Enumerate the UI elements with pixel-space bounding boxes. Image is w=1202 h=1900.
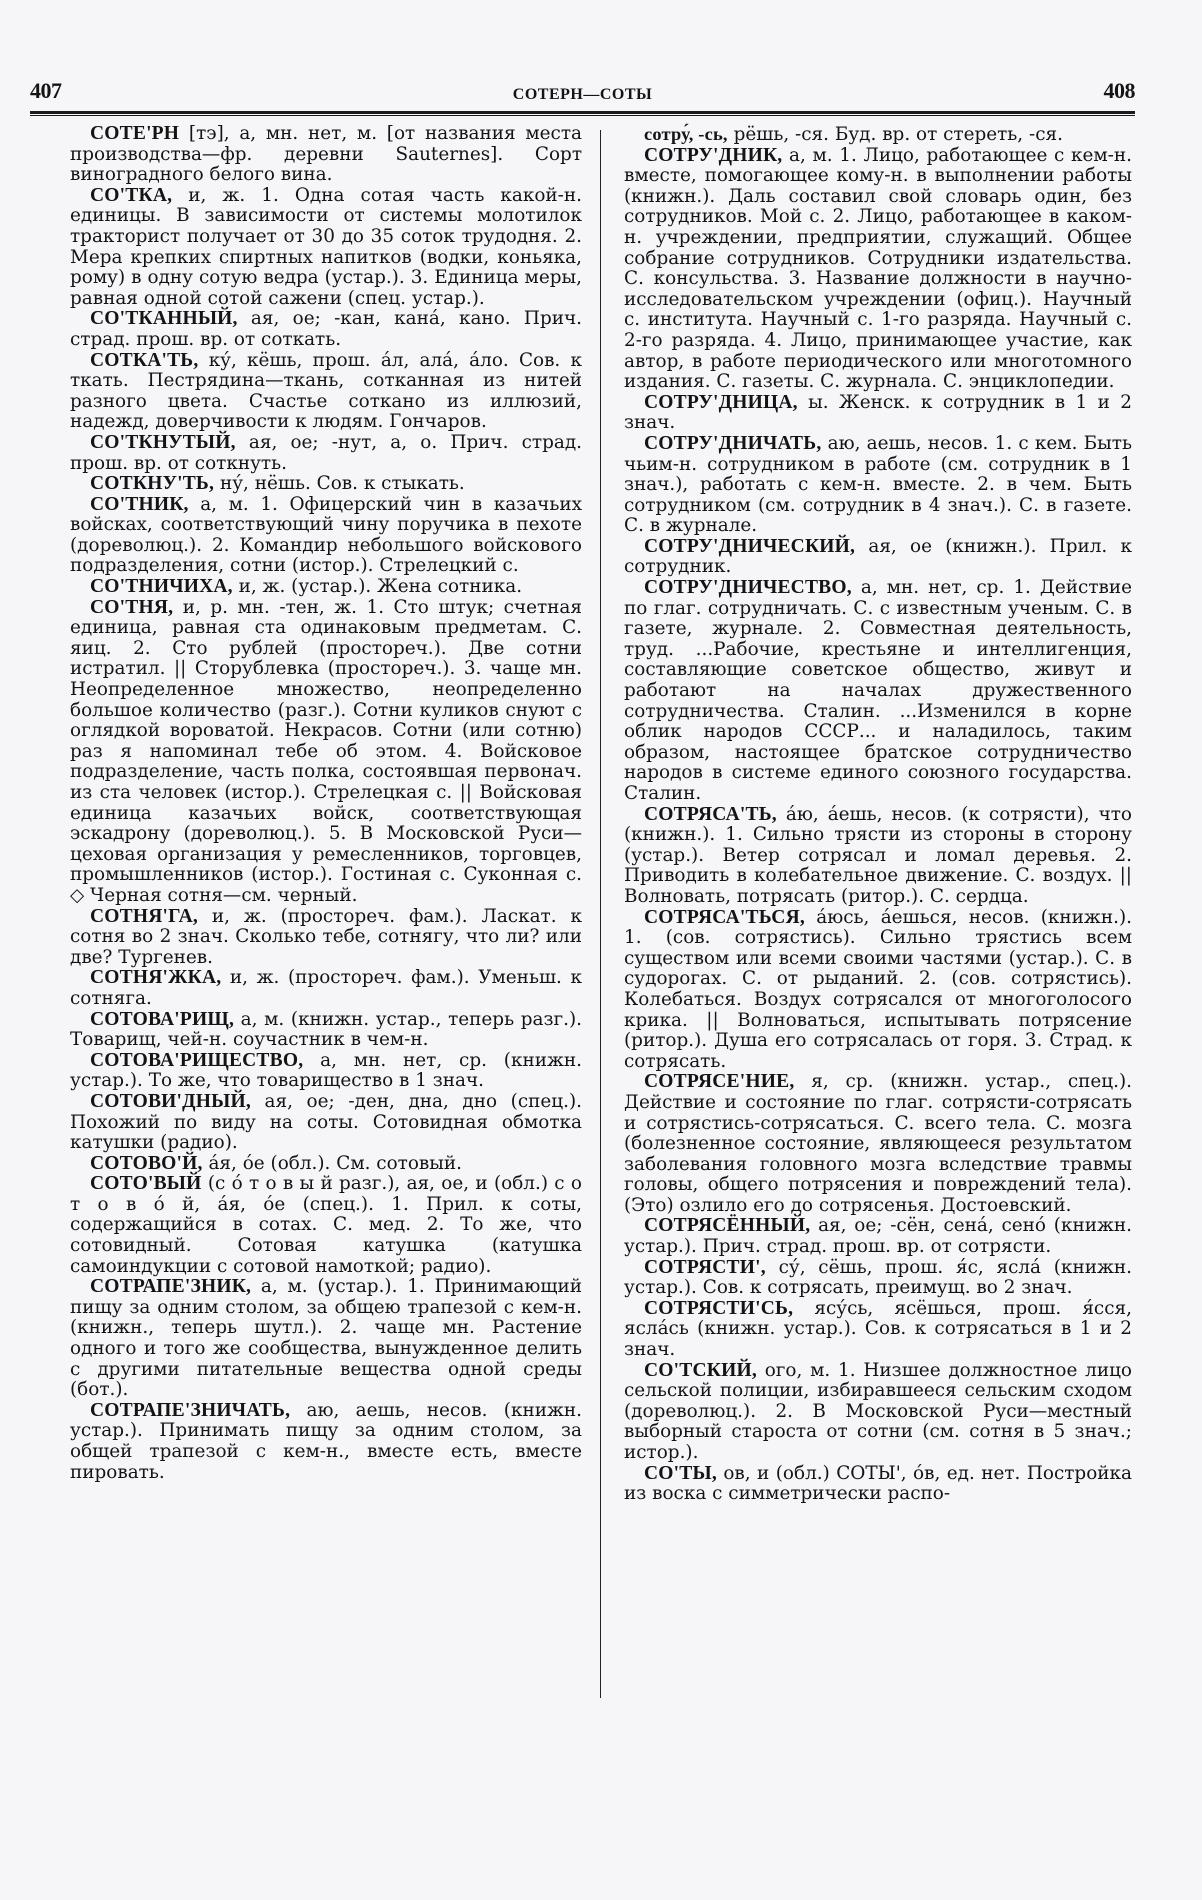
headword: СОТОВИ'ДНЫЙ, bbox=[90, 1090, 251, 1112]
headword: СОТРЯСЁННЫЙ, bbox=[644, 1215, 811, 1237]
headword: СОТО'ВЫЙ bbox=[90, 1173, 202, 1195]
definition: а, мн. нет, ср. 1. Действие по глаг. сотрудничать. С. с известным ученым. С. в газете, журнале. 2. Совместная деятельность, труд. ...Рабочие, крестьяне и интеллигенция, составляющие советское общество, живут и работают на началах дружественного сотрудничества. Сталин. ...Изменился в корне облик народов СССР... и наладилось, таким образом, настоящее братское сотрудничество народов в системе единого союзного государства. Сталин. bbox=[624, 577, 1132, 804]
page-number-right: 408 bbox=[1103, 78, 1135, 103]
entry-sotryastis bbox=[624, 1299, 1132, 1361]
headword: СОТРЯСТИ'СЬ, bbox=[644, 1297, 794, 1319]
definition: а, м. 1. Офицерский чин в казачьих войсках, соответствующий чину поручика в пехоте (дореволюц.). 2. Командир небольшого войскового подразделения, сотни (истор.). Стрелецкий с. bbox=[70, 493, 582, 577]
definition: а, м. 1. Лицо, работающее с кем-н. вместе, помогающее кому-н. в выполнении работы (книжн.). Даль составил свой словарь один, без сотрудников. Мой с. 2. Лицо, работающее в каком-н. учреждении, предприятии, служащий. Общее собрание сотрудников. Сотрудники издательства. С. консульства. 3. Название должности в научно-исследовательском учреждении (офиц.). Научный с. института. Научный с. 1-го разряда. Научный с. 2-го разряда. 4. Лицо, принимающее участие, как автор, в работе периодического или многотомного издания. С. газеты. С. журнала. С. энциклопедии. bbox=[624, 144, 1132, 393]
headword: СО'ТКАННЫЙ, bbox=[90, 308, 238, 330]
headword: СОТНЯ'ГА, bbox=[90, 905, 198, 927]
headword: СОТРЯСТИ', bbox=[644, 1256, 766, 1278]
entry-sotryasti bbox=[624, 1258, 1132, 1299]
left-column bbox=[70, 124, 582, 1483]
entry-sotrapeznichat bbox=[70, 1401, 582, 1483]
definition: ая, ое; -нут, а, о. Прич. страд. прош. вр. от соткнуть. bbox=[70, 431, 582, 474]
entry-sotnichikha bbox=[70, 577, 582, 598]
headword: СОТРУ'ДНИЧЕСТВО, bbox=[644, 577, 852, 599]
headword: СО'ТНИЧИХА, bbox=[90, 576, 233, 598]
headword: СОТЕ'РН bbox=[90, 123, 180, 144]
definition: а́юсь, а́ешься, несов. (книжн.). 1. (сов. сотрястись). Сильно трястись всем существом или всеми своими частями (устар.). С. в судорогах. С. от рыданий. 2. (сов. сотрястись). Колебаться. Воздух сотрясался от многоголосого крика. || Волноваться, испытывать потрясение (ритор.). Душа его сотрясалась от горя. 3. Страд. к сотрясать. bbox=[624, 906, 1132, 1072]
headword: СО'ТКНУТЫЙ, bbox=[90, 431, 236, 453]
entry-sotovidny bbox=[70, 1092, 582, 1154]
definition: и, ж. (простореч. фам.). Уменьш. к сотняга. bbox=[70, 967, 582, 1009]
definition: ая, ое (книжн.). Прил. к сотрудник. bbox=[624, 535, 1132, 578]
headword: СОТРУ'ДНИК, bbox=[644, 144, 783, 166]
entry-sotryasatsya bbox=[624, 908, 1132, 1073]
definition: рёшь, -ся. Буд. вр. от стереть, -ся. bbox=[733, 124, 1063, 145]
entry-sotryasenie bbox=[624, 1072, 1132, 1216]
definition: и, ж. (устар.). Жена сотника. bbox=[238, 576, 523, 598]
headword: СО'ТСКИЙ, bbox=[644, 1359, 757, 1381]
page-number-left: 407 bbox=[30, 78, 62, 103]
entry-sotrudnichesky bbox=[624, 537, 1132, 578]
definition: и, ж. (простореч. фам.). Ласкат. к сотня во 2 знач. Сколько тебе, сотнягу, что ли? или две? Тургенев. bbox=[70, 905, 582, 968]
entry-soterny bbox=[70, 124, 582, 186]
headword: СО'ТНЯ, bbox=[90, 596, 174, 618]
definition: а, мн. нет, ср. (книжн. устар.). То же, что товарищество в 1 знач. bbox=[70, 1049, 582, 1092]
entry-sotkanny bbox=[70, 309, 582, 350]
header-rule bbox=[30, 111, 1135, 116]
headword: СОТРАПЕ'ЗНИЧАТЬ, bbox=[90, 1399, 291, 1421]
entry-sotsky bbox=[624, 1361, 1132, 1464]
headword: СОТРУ'ДНИЧЕСКИЙ, bbox=[644, 535, 856, 557]
entry-sotryasenny bbox=[624, 1216, 1132, 1257]
entry-sotovarishch bbox=[70, 1010, 582, 1051]
entry-sotknut bbox=[70, 474, 582, 495]
headword: СО'ТНИК, bbox=[90, 493, 189, 515]
definition: и, ж. 1. Одна сотая часть какой-н. единицы. В зависимости от системы молотилок тракторист получает от 30 до 35 соток трудодня. 2. Мера крепких спиртных напитков (водки, коньяка, рому) в одну сотую ведра (устар.). 3. Единица меры, равная одной сотой сажени (спец. устар.). bbox=[70, 184, 582, 309]
definition: [тэ], а, мн. нет, м. [от названия места производства—фр. деревни Sauternes]. Сорт виноградного белого вина. bbox=[70, 123, 582, 186]
definition: ов, и (обл.) СОТЫ', о́в, ед. нет. Постройка из воска с симметрически распо- bbox=[624, 1462, 1132, 1505]
entry-sotkat bbox=[70, 351, 582, 433]
entry-sotovoy bbox=[70, 1154, 582, 1175]
headword: СОТНЯ'ЖКА, bbox=[90, 967, 222, 989]
definition: ы. Женск. к сотрудник в 1 и 2 знач. bbox=[624, 391, 1132, 434]
headword: СОТРЯСЕ'НИЕ, bbox=[644, 1071, 795, 1093]
headword: СОТРУ'ДНИЧАТЬ, bbox=[644, 432, 822, 454]
entry-soty bbox=[624, 1464, 1132, 1505]
definition: ая, ое; -сён, сена́, сено́ (книжн. устар.). Прич. страд. прош. вр. от сотрясти. bbox=[624, 1215, 1132, 1258]
definition: ая, ое; -ден, дна, дно (спец.). Похожий по виду на соты. Сотовидная обмотка катушки (радио). bbox=[70, 1090, 582, 1154]
definition: а́ю, а́ешь, несов. (к сотрясти), что (книжн.). 1. Сильно трясти из стороны в сторону (устар.). Ветер сотрясал и ломал деревья. 2. Приводить в колебательное движение. С. воздух. || Волновать, потрясать (ритор.). С. сердца. bbox=[624, 803, 1132, 907]
definition: аю, аешь, несов. (книжн. устар.). Принимать пищу за одним столом, за общей трапезой с кем-н., вместе есть, вместе пировать. bbox=[70, 1399, 582, 1483]
entry-sotru bbox=[624, 124, 1132, 146]
definition: (с о́ т о в ы й разг.), ая, ое, и (обл.) с о т о в о́ й, а́я, о́е (спец.). 1. Прил. к соты, содержащийся в сотах. С. мед. 2. То же, что сотовидный. Сотовая катушка (катушка самоиндукции с сотовой намоткой; радио). bbox=[70, 1173, 582, 1277]
headword: СОТРАПЕ'ЗНИК, bbox=[90, 1276, 252, 1298]
entry-sotka bbox=[70, 186, 582, 310]
entry-sotnik bbox=[70, 495, 582, 577]
entry-sotnyaga bbox=[70, 907, 582, 969]
entry-sotrudnichestvo bbox=[624, 578, 1132, 805]
page-header bbox=[30, 72, 1135, 112]
definition: и, р. мн. -тен, ж. 1. Сто штук; счетная единица, равная ста одинаковым предметам. С. яиц. 2. Сто рублей (простореч.). Две сотни истратил. || Сторублевка (простореч.). 3. чаще мн. Неопределенное множество, неопределенно большое количество (разг.). Сотни куликов снуют с оглядкой вороватой. Некрасов. Сотни (или сотню) раз я напоминал тебе об этом. 4. Войсковое подразделение, часть полка, состоявшая первонач. из ста человек (истор.). Стрелецкая с. || Войсковая единица казачьих войск, соответствующая эскадрону (дореволюц.). 5. В Московской Руси—цеховая организация у ремесленников, торговцев, промышленников (истор.). Гостиная с. Суконная с. ◇ Черная сотня—см. черный. bbox=[70, 596, 582, 906]
headword: СО'ТЫ, bbox=[644, 1462, 717, 1484]
definition: аю, аешь, несов. 1. с кем. Быть чьим-н. сотрудником в работе (см. сотрудник в 1 знач.), работать с кем-н. вместе. 2. в чем. Быть сотрудником (см. сотрудник в 4 знач.). С. в газете. С. в журнале. bbox=[624, 432, 1132, 537]
headword: СОТОВА'РИЩЕСТВО, bbox=[90, 1049, 304, 1071]
definition: ая, ое; -кан, кана́, кано. Прич. страд. прош. вр. от соткать. bbox=[70, 308, 582, 350]
running-title: СОТЕРН—СОТЫ bbox=[512, 86, 653, 103]
entry-sotryasat bbox=[624, 805, 1132, 908]
definition: ну́, нёшь. Сов. к стыкать. bbox=[219, 473, 465, 495]
entry-sotrapeznik bbox=[70, 1277, 582, 1401]
definition: а́я, о́е (обл.). См. сотовый. bbox=[208, 1152, 463, 1174]
definition: ого, м. 1. Низшее должностное лицо сельской полиции, избиравшееся сельским сходом (дореволюц.). 2. В Московской Руси—местный выборный староста от сотни (см. сотня в 5 знач.; истор.). bbox=[624, 1359, 1132, 1463]
headword: сотру́, -сь, bbox=[644, 124, 728, 144]
entry-sotknuty bbox=[70, 433, 582, 474]
column-divider bbox=[600, 130, 601, 1698]
definition: а, м. (книжн. устар., теперь разг.). Товарищ, чей-н. соучастник в чем-н. bbox=[70, 1008, 582, 1051]
headword: СОТРЯСА'ТЬ, bbox=[644, 803, 777, 825]
headword: СОТРЯСА'ТЬСЯ, bbox=[644, 906, 805, 928]
entry-sotnya bbox=[70, 598, 582, 907]
entry-sotnyazhka bbox=[70, 968, 582, 1009]
headword: СОТОВО'Й, bbox=[90, 1152, 203, 1174]
definition: я, ср. (книжн. устар., спец.). Действие и состояние по глаг. сотрясти-сотрясать и сотрястись-сотрясаться. С. всего тела. С. мозга (болезненное состояние, являющееся результатом заболевания головного мозга вследствие травмы головы, общего потрясения и повреждений тела). (Это) озлило его до сотрясенья. Достоевский. bbox=[624, 1071, 1132, 1216]
definition: а, м. (устар.). 1. Принимающий пищу за одним столом, за общею трапезой с кем-н. (книжн., теперь шутл.). 2. чаще мн. Растение одного и того же сообщества, вынужденное делить с другими питательные вещества одной среды (бот.). bbox=[70, 1276, 582, 1401]
definition: ку́, кёшь, прош. а́л, ала́, а́ло. Сов. к ткать. Пестрядина—ткань, сотканная из нитей разного цвета. Счастье соткано из иллюзий, надежд, доверчивости к людям. Гончаров. bbox=[70, 349, 582, 433]
headword: СОТКНУ'ТЬ, bbox=[90, 473, 215, 495]
entry-sotrudnik bbox=[624, 146, 1132, 393]
definition: ясу́сь, ясёшься, прош. я́сся, ясла́сь (книжн. устар.). Сов. к сотрясаться в 1 и 2 знач. bbox=[624, 1297, 1132, 1361]
right-column bbox=[624, 124, 1132, 1505]
headword: СОТОВА'РИЩ, bbox=[90, 1008, 235, 1030]
entry-sotrudnitsa bbox=[624, 393, 1132, 434]
headword: СОТКА'ТЬ, bbox=[90, 349, 199, 371]
headword: СО'ТКА, bbox=[90, 184, 173, 206]
definition: су́, сёшь, прош. я́с, ясла́ (книжн. устар.). Сов. к сотрясать, преимущ. во 2 знач. bbox=[624, 1256, 1132, 1299]
entry-sotovarishchestvo bbox=[70, 1051, 582, 1092]
entry-sotrudnichat bbox=[624, 434, 1132, 537]
entry-sotovy bbox=[70, 1174, 582, 1277]
headword: СОТРУ'ДНИЦА, bbox=[644, 391, 798, 413]
